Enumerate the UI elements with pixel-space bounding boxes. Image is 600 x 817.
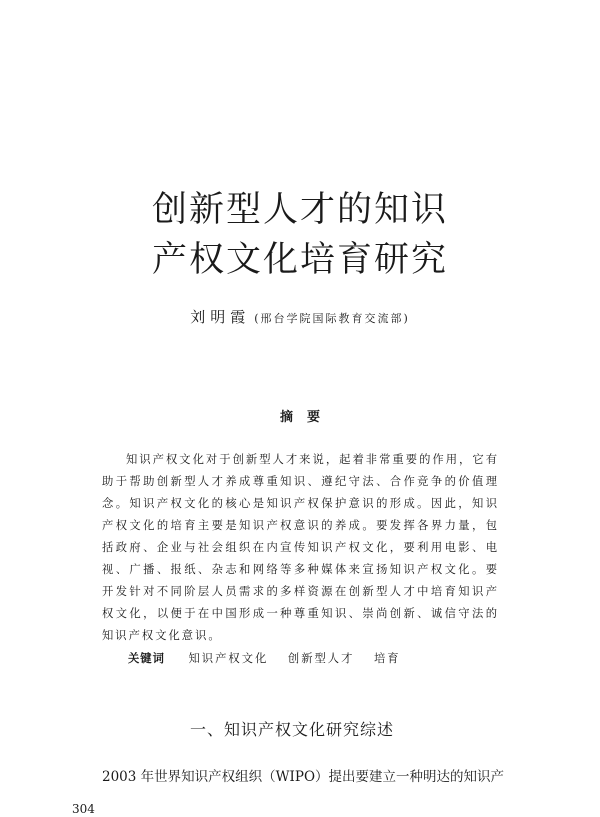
abstract-heading: 摘要 — [279, 410, 334, 425]
keyword-3: 培育 — [373, 652, 401, 665]
keyword-1: 知识产权文化 — [188, 652, 269, 665]
author-line — [0, 306, 600, 327]
keywords-label: 关键词 — [128, 651, 165, 665]
author-name: 刘明霞 — [190, 308, 251, 326]
page-number: 304 — [72, 802, 95, 816]
body-text: 2003 年世界知识产权组织（WIPO）提出要建立一种明达的知识产 — [102, 769, 505, 785]
title-line-2: 产权文化培育研究 — [151, 240, 448, 280]
abstract-text: 知识产权文化对于创新型人才来说，起着非常重要的作用，它有助于帮助创新型人才养成尊重知识、遵纪守法、合作竞争的价值理念。知识产权文化的核心是知识产权保护意识的形成。因此，知识产权文化的培育主要是知识产权意识的养成。要发挥各界力量，包括政府、企业与社会组织在内宣传知识产权文化，要利用电影、电视、广播、报纸、杂志和网络等多种媒体来宣扬知识产权文化。要开发针对不同阶层人员需求的多样资源在创新型人才中培育知识产权文化，以便于在中国形成一种尊重知识、崇尚创新、诚信守法的知识产权文化意识。 — [102, 453, 499, 642]
keyword-2: 创新型人才 — [287, 652, 355, 665]
section-heading: 一、知识产权文化研究综述 — [190, 720, 395, 739]
author-affiliation: (邢台学院国际教育交流部) — [254, 312, 410, 325]
keywords-line — [128, 650, 415, 666]
title-line-1: 创新型人才的知识 — [151, 190, 448, 230]
